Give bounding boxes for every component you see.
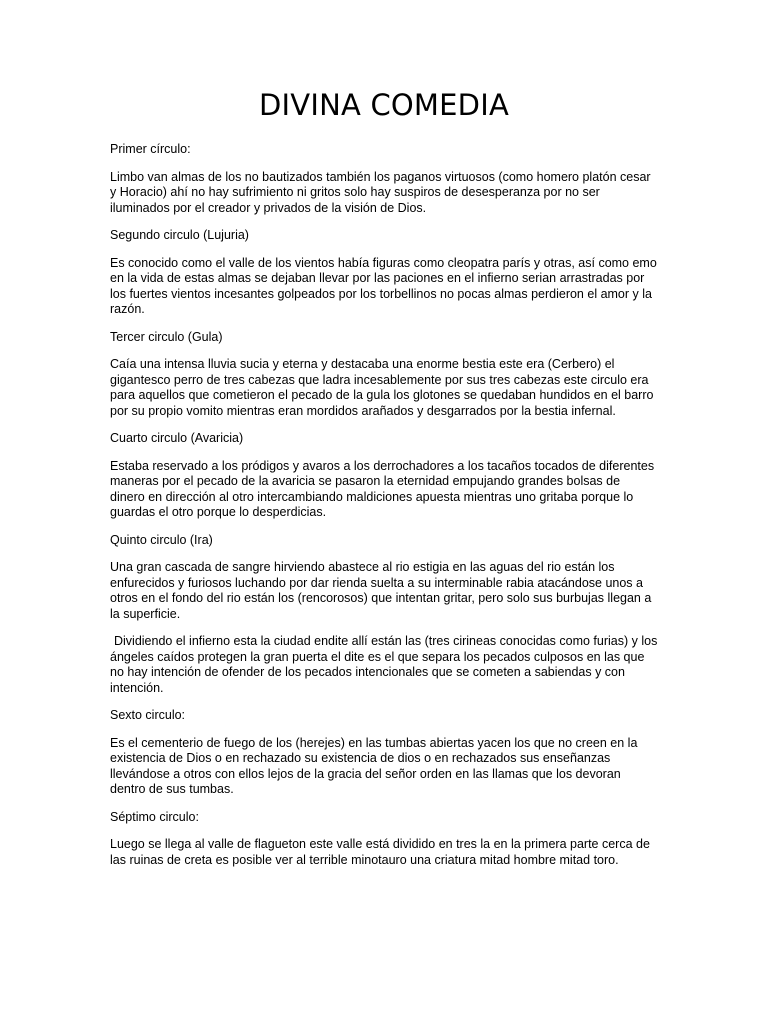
heading-segundo-circulo: Segundo circulo (Lujuria) [110,228,249,242]
paragraph-ciudad-dite: Dividiendo el infierno esta la ciudad endite allí están las (tres cirineas conocidas como furias) y los ángeles caídos protegen la gran puerta el dite es el que separa los pecados culposos en las que no hay intención de ofender de los pecados intencionales que se cometen a sabiendas y con intención. [110,634,658,695]
heading-sexto-circulo: Sexto circulo: [110,708,186,722]
paragraph-flagueton: Luego se llega al valle de flagueton este valle está dividido en tres la en la primera parte cerca de las ruinas de creta es posible ver al terrible minotauro una criatura mitad hombre mitad toro. [110,837,650,867]
paragraph-ira: Una gran cascada de sangre hirviendo abastece al rio estigia en las aguas del rio están los enfurecidos y furiosos luchando por dar rienda suelta a su interminable rabia atacándose unos a otros en el fondo del rio están los (rencorosos) que intentan gritar, pero solo sus burbujas llegan a la superficie. [110,560,652,621]
paragraph-herejes: Es el cementerio de fuego de los (herejes) en las tumbas abiertas yacen los que no creen en la existencia de Dios o en rechazado su existencia de dios o en rechazados sus enseñanzas llevándose a otros con ellos lejos de la gracia del señor orden en las llamas que los devoran dentro de sus tumbas. [110,735,638,796]
paragraph-limbo: Limbo van almas de los no bautizados también los paganos virtuosos (como homero platón cesar y Horacio) ahí no hay sufrimiento ni gritos solo hay suspiros de desesperanza por no ser iluminados por el creador y privados de la visión de Dios. [110,169,651,215]
paragraph-lujuria: Es conocido como el valle de los vientos había figuras como cleopatra parís y otras, así como emo en la vida de estas almas se dejaban llevar por las paciones en el infierno serian arrastradas por los fuertes vientos incesantes golpeados por los torbellinos no pocas almas perdieron el amor y la razón. [110,255,657,316]
heading-primer-circulo: Primer círculo: [110,142,191,156]
heading-cuarto-circulo: Cuarto circulo (Avaricia) [110,431,244,445]
paragraph-gula: Caía una intensa lluvia sucia y eterna y destacaba una enorme bestia este era (Cerbero) el gigantesco perro de tres cabezas que ladra incesablemente por sus tres cabezas este circulo era para aquellos que cometieron el pecado de la gula los glotones se quedaban hundidos en el barro por su propio vomito mientras eran mordidos arañados y desgarrados por la bestia infernal. [110,357,654,418]
document-title: DIVINA COMEDIA [259,88,509,122]
paragraph-avaricia: Estaba reservado a los pródigos y avaros a los derrochadores a los tacaños tocados de diferentes maneras por el pecado de la avaricia se pasaron la eternidad empujando grandes bolsas de dinero en dirección al otro intercambiando maldiciones apuesta mientras uno gritaba porque lo guardas el otro porque lo desperdicias. [110,458,655,519]
heading-septimo-circulo: Séptimo circulo: [110,809,199,824]
document-body [110,142,658,880]
heading-tercer-circulo: Tercer circulo (Gula) [110,329,223,344]
heading-quinto-circulo: Quinto circulo (Ira) [110,532,213,547]
